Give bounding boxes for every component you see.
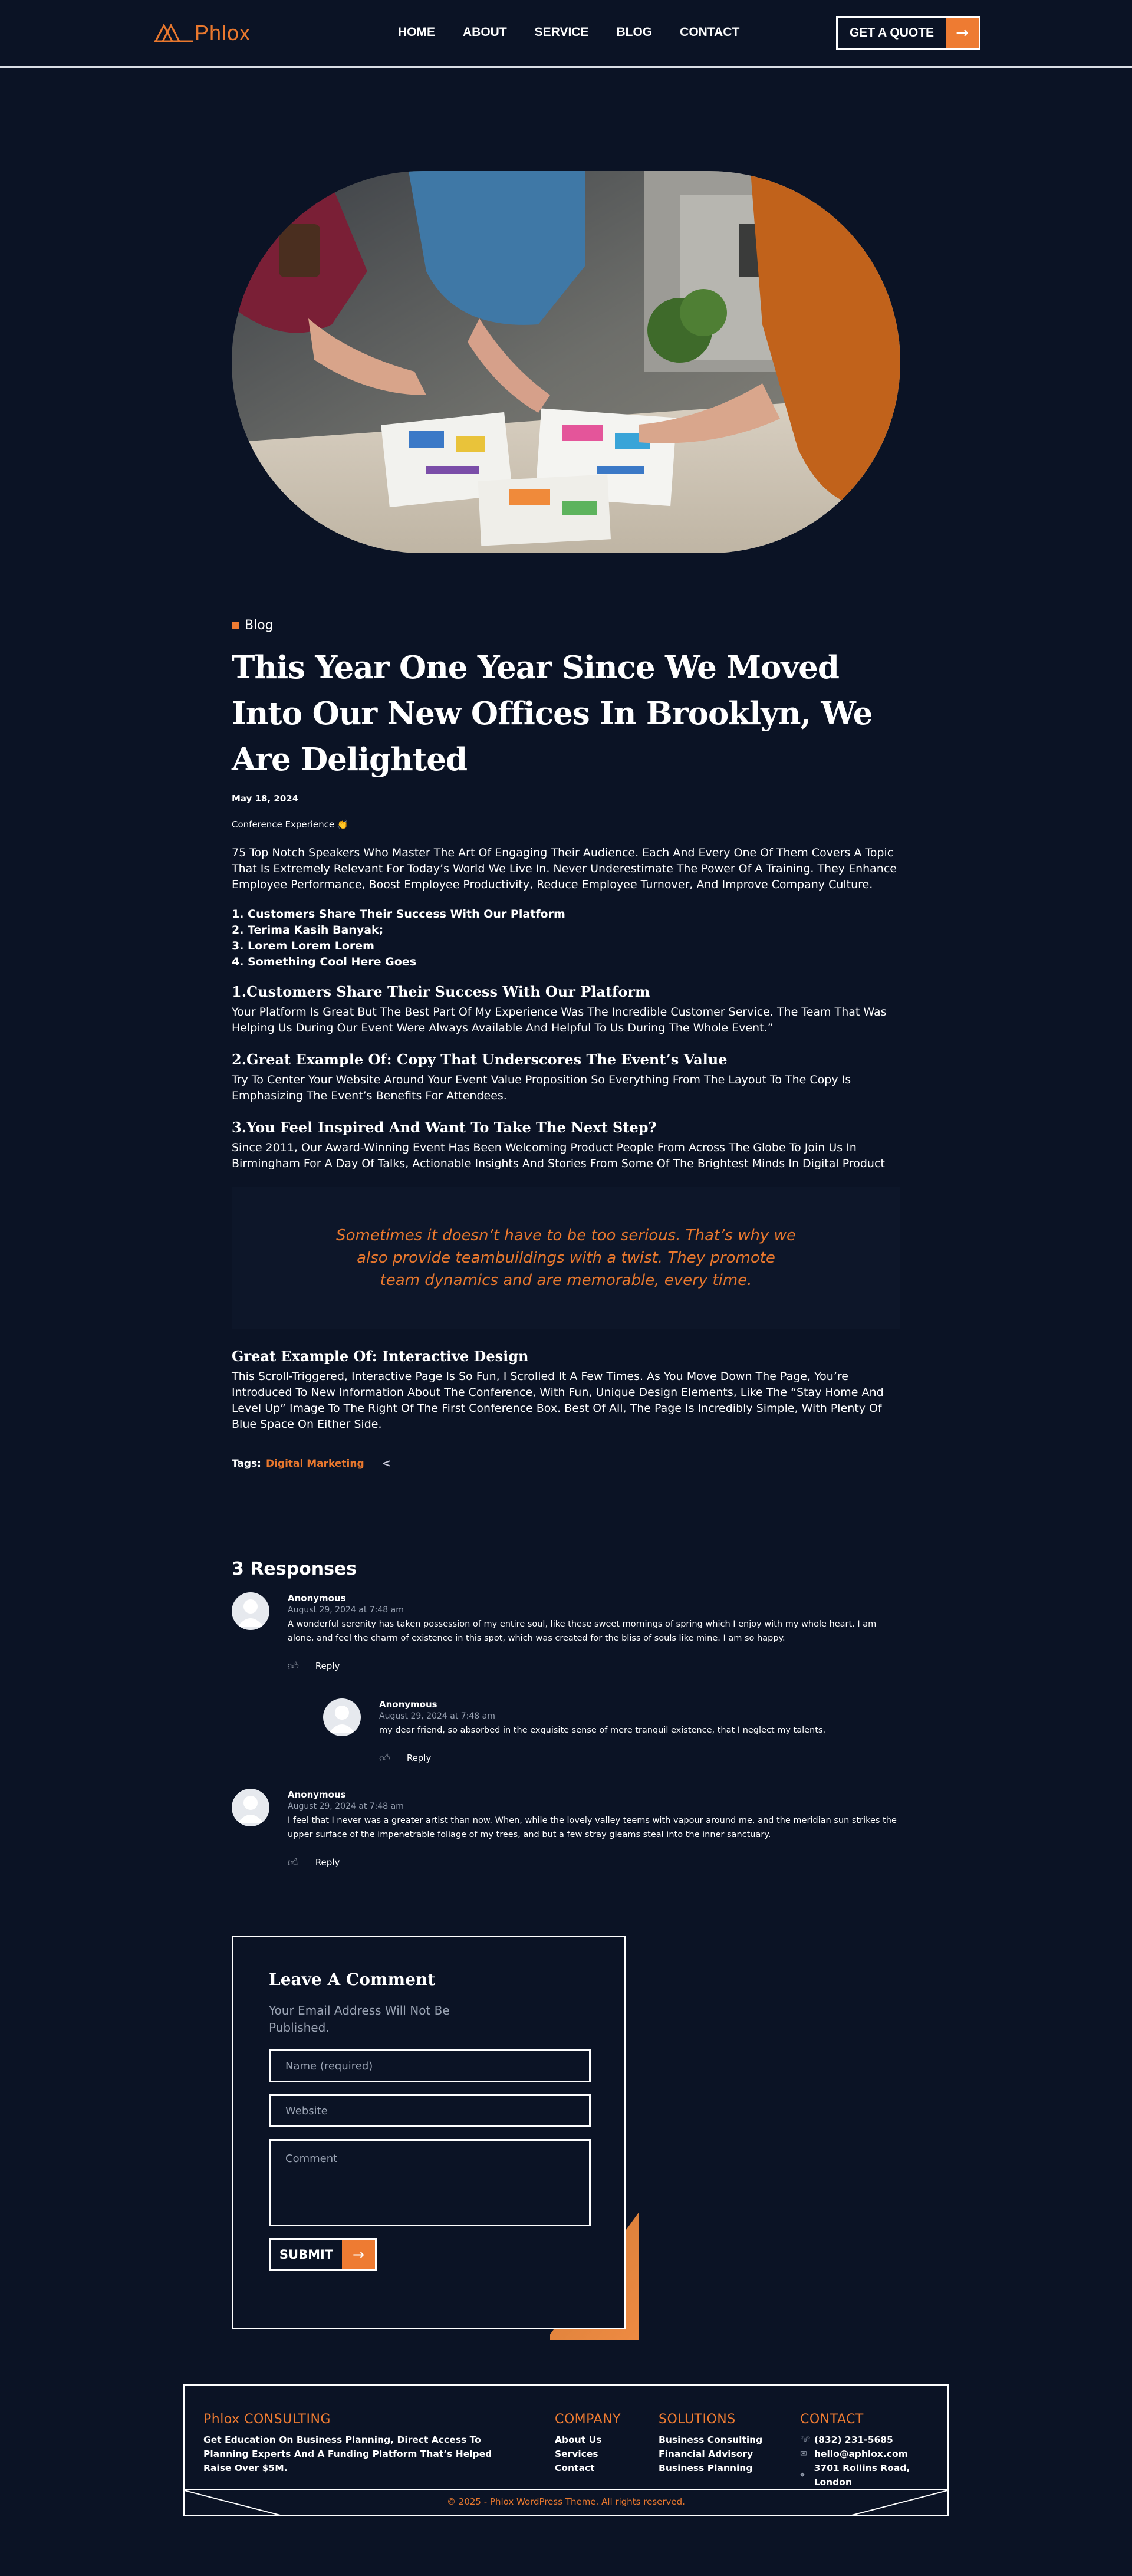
share-icon[interactable]: < xyxy=(381,1457,391,1470)
nav-home[interactable]: HOME xyxy=(398,25,435,39)
email-link[interactable]: hello@aphlox.com xyxy=(814,2449,908,2459)
article-intro: 75 Top Notch Speakers Who Master The Art Of Engaging Their Audience. Each And Every One Of Them Covers A Topic That Is Extremely Relevant For Today’s World We Live In. Never Underestimate The Power Of A Training. They Enhance Employee Performance, Boost Employee Productivity, Reduce Employee Turnover, And Improve Company Culture. xyxy=(232,846,897,891)
form-heading: Leave A Comment xyxy=(269,1970,436,1989)
nav-contact[interactable]: CONTACT xyxy=(680,25,740,39)
footer-link[interactable]: Contact xyxy=(555,2463,595,2473)
footer-contact-heading: CONTACT xyxy=(800,2412,864,2427)
quote-text: Sometimes it doesn’t have to be too serious. That’s why we also provide teambuildings with a twist. They promote team dynamics and are memorable, every time. xyxy=(336,1227,796,1289)
team-planning-photo xyxy=(232,171,900,553)
footer-brand-name: Phlox CONSULTING xyxy=(203,2412,331,2427)
arrow-right-icon: → xyxy=(342,2240,375,2269)
user-avatar-icon xyxy=(232,1789,269,1826)
section-text: Try To Center Your Website Around Your Event Value Proposition So Everything From The Layout To The Copy Is Emphasizing The Event’s Benefits For Attendees. xyxy=(232,1073,851,1102)
footer-link[interactable]: About Us xyxy=(555,2434,602,2445)
tags-label: Tags: xyxy=(232,1457,261,1470)
like-icon[interactable]: 👍︎ xyxy=(288,1660,299,1673)
comment-actions xyxy=(379,1752,898,1765)
comment-body xyxy=(379,1698,898,1765)
section-text: This Scroll-Triggered, Interactive Page Is So Fun, I Scrolled It A Few Times. As You Move Down The Page, You’re Introduced To New Information About The Conference, With Fun, Unique Design Elements, Like The “Stay Home And Level Up” Image To The Right Of The First Conference Box. Best Of All, The Page Is Incredibly Simple, With Plenty Of Blue Space On Either Side. xyxy=(232,1370,884,1431)
reply-link[interactable]: Reply xyxy=(315,1857,340,1868)
tags-row xyxy=(232,1457,900,1470)
category-square-icon xyxy=(232,622,239,629)
footer-brand xyxy=(203,2412,522,2475)
comment-body xyxy=(288,1789,901,1869)
footer-email xyxy=(800,2447,947,2461)
logo-text: Phlox xyxy=(195,21,251,45)
form-note: Your Email Address Will Not Be Published. xyxy=(269,2003,450,2035)
comment-date: August 29, 2024 at 7:48 am xyxy=(288,1605,404,1615)
phone-icon: ☏ xyxy=(800,2435,811,2444)
section-text: Your Platform Is Great But The Best Part Of My Experience Was The Incredible Customer Service. The Team That Was Helping Us During Our Event Were Always Available And Helpful To Us During The Whole Event.” xyxy=(232,1006,887,1034)
avatar xyxy=(232,1789,269,1826)
footer-company xyxy=(555,2412,621,2475)
footer-link[interactable]: Business Planning xyxy=(659,2463,753,2473)
footer-contact xyxy=(800,2412,947,2489)
arrow-right-icon: → xyxy=(946,18,979,48)
get-a-quote-button[interactable] xyxy=(836,16,980,50)
comment-date: August 29, 2024 at 7:48 am xyxy=(379,1711,495,1721)
article-date: May 18, 2024 xyxy=(232,793,299,804)
reply-link[interactable]: Reply xyxy=(406,1753,432,1763)
site-header xyxy=(0,0,1132,68)
comment-author: Anonymous xyxy=(288,1789,346,1800)
nav-blog[interactable]: BLOG xyxy=(616,25,653,39)
footer-solutions xyxy=(659,2412,762,2475)
footer-solutions-heading: SOLUTIONS xyxy=(659,2412,736,2427)
section-heading: 1.Customers Share Their Success With Our Platform xyxy=(232,983,650,1000)
site-logo[interactable] xyxy=(154,21,251,45)
address-text: 3701 Rollins Road, London xyxy=(814,2463,910,2488)
mail-icon: ✉ xyxy=(800,2449,807,2459)
comment-author: Anonymous xyxy=(288,1593,346,1604)
footer-link[interactable]: Business Consulting xyxy=(659,2434,763,2445)
list-item: 1. Customers Share Their Success With Our Platform xyxy=(232,908,565,921)
phone-text: (832) 231-5685 xyxy=(814,2434,893,2445)
footer-description: Get Education On Business Planning, Direct Access To Planning Experts And A Funding Platform That’s Helped Raise Over $5M. xyxy=(203,2434,492,2473)
website-input[interactable]: Website xyxy=(269,2094,591,2127)
hero-image xyxy=(232,171,900,553)
comment-text: I feel that I never was a greater artist than now. When, while the lovely valley teems with vapour around me, and the meridian sun strikes the upper surface of the impenetrable foliage of my trees, and but a few stray gleams steal into the inner sanctuary. xyxy=(288,1816,897,1839)
list-item: 3. Lorem Lorem Lorem xyxy=(232,939,374,952)
section-heading: Great Example Of: Interactive Design xyxy=(232,1348,529,1365)
tag-link[interactable]: Digital Marketing xyxy=(265,1457,364,1470)
main-nav xyxy=(398,24,767,41)
like-icon[interactable]: 👍︎ xyxy=(288,1857,299,1869)
site-footer xyxy=(183,2384,949,2516)
article-ordered-list xyxy=(232,906,900,970)
logo-mark-icon xyxy=(154,24,193,42)
list-item: 4. Something Cool Here Goes xyxy=(232,955,417,968)
copyright: © 2025 - Phlox WordPress Theme. All rights reserved. xyxy=(447,2496,685,2507)
article xyxy=(232,618,900,1470)
footer-link[interactable]: Services xyxy=(555,2449,598,2459)
comment-actions xyxy=(288,1856,901,1869)
comments-section xyxy=(232,1559,900,1593)
category-label xyxy=(232,618,900,633)
blockquote xyxy=(232,1187,900,1329)
get-a-quote-label: GET A QUOTE xyxy=(849,26,934,40)
comments-heading: 3 Responses xyxy=(232,1559,357,1579)
user-avatar-icon xyxy=(232,1592,269,1630)
comment-actions xyxy=(288,1660,901,1673)
submit-button[interactable] xyxy=(269,2238,377,2271)
comment-date: August 29, 2024 at 7:48 am xyxy=(288,1802,404,1811)
section-heading: 2.Great Example Of: Copy That Underscores The Event’s Value xyxy=(232,1051,728,1068)
avatar xyxy=(232,1592,269,1630)
article-subtitle: Conference Experience 👏 xyxy=(232,819,348,830)
comment-form xyxy=(232,1936,626,2329)
article-title: This Year One Year Since We Moved Into Our New Offices In Brooklyn, We Are Delighted xyxy=(232,649,873,778)
nav-service[interactable]: SERVICE xyxy=(534,25,589,39)
avatar xyxy=(323,1698,361,1736)
footer-phone xyxy=(800,2433,947,2447)
comment-textarea[interactable]: Comment xyxy=(269,2139,591,2226)
location-icon: ⌖ xyxy=(800,2470,805,2480)
reply-link[interactable]: Reply xyxy=(315,1661,340,1671)
footer-link[interactable]: Financial Advisory xyxy=(659,2449,753,2459)
footer-address xyxy=(800,2461,947,2489)
comment-text: my dear friend, so absorbed in the exquisite sense of mere tranquil existence, that I neglect my talents. xyxy=(379,1726,826,1735)
footer-company-heading: COMPANY xyxy=(555,2412,621,2427)
list-item: 2. Terima Kasih Banyak; xyxy=(232,924,384,937)
name-input[interactable]: Name (required) xyxy=(269,2049,591,2082)
submit-label: SUBMIT xyxy=(279,2248,334,2262)
like-icon[interactable]: 👍︎ xyxy=(379,1752,390,1765)
comment-form-wrapper xyxy=(232,1936,626,2329)
comment-body xyxy=(288,1592,901,1673)
section-text: Since 2011, Our Award-Winning Event Has Been Welcoming Product People From Across The Globe To Join Us In Birmingham For A Day Of Talks, Actionable Insights And Stories From Some Of The Brightest Minds In Digital Product xyxy=(232,1141,885,1170)
comment-text: A wonderful serenity has taken possession of my entire soul, like these sweet mornings of spring which I enjoy with my whole heart. I am alone, and feel the charm of existence in this spot, which was created for the bliss of souls like mine. I am so happy. xyxy=(288,1619,877,1643)
footer-bottom xyxy=(185,2489,947,2515)
section-heading: 3.You Feel Inspired And Want To Take The Next Step? xyxy=(232,1119,657,1136)
category-link[interactable]: Blog xyxy=(245,618,274,633)
comment-author: Anonymous xyxy=(379,1699,437,1710)
nav-about[interactable]: ABOUT xyxy=(463,25,507,39)
user-avatar-icon xyxy=(323,1698,361,1736)
